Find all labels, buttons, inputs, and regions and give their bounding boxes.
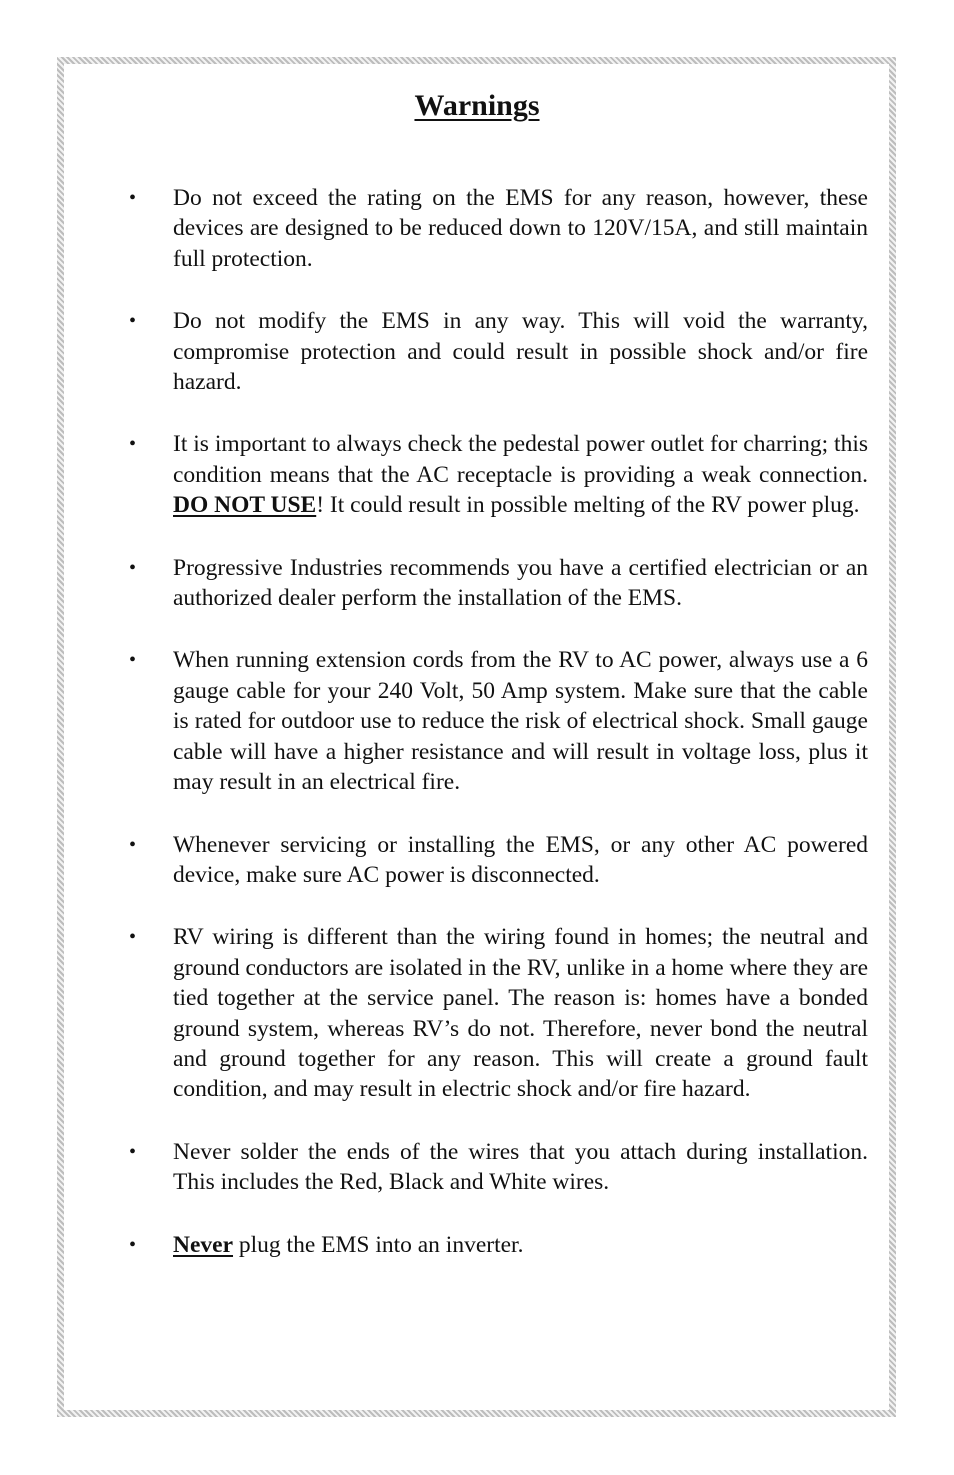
warning-item-servicing [125,830,868,891]
bullet-icon: • [129,556,137,579]
bullet-icon: • [129,433,137,456]
warning-text: plug the EMS into an inverter. [233,1231,524,1258]
bullet-icon: • [129,1233,137,1256]
bullet-icon: • [129,1140,137,1163]
bullet-icon: • [129,310,137,333]
warning-text: It is important to always check the pedestal power outlet for charring; this condition means that the AC receptacle is providing a weak connection. [173,431,868,488]
bullet-icon: • [129,926,137,949]
warning-text: Progressive Industries recommends you have a certified electrician or an authorized dealer perform the installation of the EMS. [173,554,868,612]
warning-text: When running extension cords from the RV to AC power, always use a 6 gauge cable for your 240 Volt, 50 Amp system. Make sure that the cable is rated for outdoor use to reduce the risk of electrical shock. Small gauge cable will have a higher resistance and will result in voltage loss, plus it may result in an electrical fire. [173,647,868,796]
bullet-icon: • [129,833,137,856]
warning-item-inverter [125,1230,868,1260]
do-not-use-emphasis: DO NOT USE [173,492,317,519]
warning-text: RV wiring is different than the wiring found in homes; the neutral and ground conductors are isolated in the RV, unlike in a home where they are tied together at the service panel. The reason is: homes have a bonded ground system, whereas RV’s do not. Therefore, never bond the neutral and ground together for any reason. This will create a ground fault condition, and may result in electric shock and/or fire hazard. [173,924,868,1103]
never-emphasis: Never [173,1231,234,1258]
warning-item-extension-cords [125,645,868,797]
warning-item-installation [125,553,868,614]
warning-text: Whenever servicing or installing the EMS, or any other AC powered device, make sure AC power is disconnected. [173,831,868,888]
warnings-list [125,183,868,1260]
page-title: Warnings [414,89,540,122]
bullet-icon: • [129,187,137,209]
warning-item-charring [125,429,868,520]
warning-text: ! It could result in possible melting of the RV power plug. [316,492,860,519]
warning-text: Never solder the ends of the wires that you attach during installation. This includes the Red, Black and White wires. [173,1138,868,1196]
warning-text: Do not exceed the rating on the EMS for any reason, however, these devices are designed to be reduced down to 120V/15A, and still maintain full protection. [173,185,868,272]
bullet-icon: • [129,649,137,672]
warning-item-modify [125,306,868,397]
warning-item-rating [125,183,868,274]
warning-item-solder [125,1137,868,1198]
warning-text: Do not modify the EMS in any way. This will void the warranty, compromise protection and could result in possible shock and/or fire hazard. [173,308,868,396]
warning-item-rv-wiring [125,922,868,1104]
